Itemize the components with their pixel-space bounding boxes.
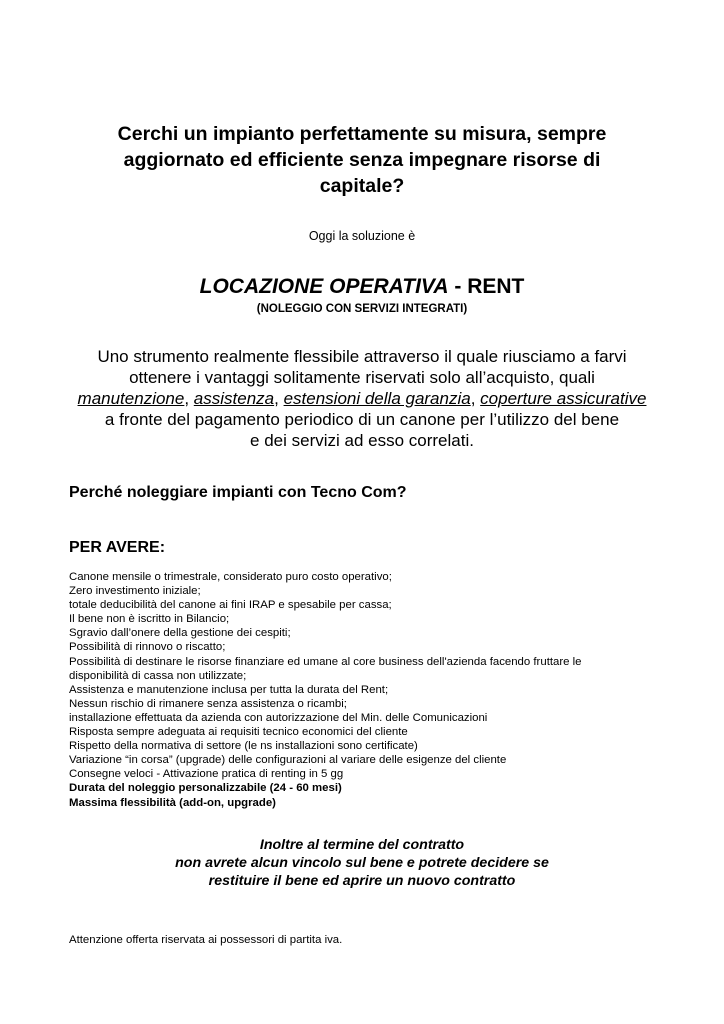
link-manutenzione[interactable]: manutenzione: [77, 389, 185, 408]
description: [60, 346, 664, 451]
benefit-item: totale deducibilità del canone ai fini IRAP e spesabile per cassa;: [69, 599, 392, 612]
benefit-item: Possibilità di destinare le risorse finanziare ed umane al core business dell'azienda facendo fruttare le: [69, 655, 582, 668]
link-assistenza[interactable]: assistenza: [193, 389, 275, 408]
benefit-item: Zero investimento iniziale;: [69, 585, 201, 598]
headline: [70, 121, 654, 199]
headline-line-2: aggiornato ed efficiente senza impegnare risorse di: [123, 149, 601, 171]
benefit-item-bold: Massima flessibilità (add-on, upgrade): [69, 796, 276, 809]
benefit-item: Risposta sempre adeguata ai requisiti tecnico economici del cliente: [69, 726, 408, 739]
separator: ,: [470, 389, 481, 408]
per-avere-heading: PER AVERE:: [69, 539, 166, 556]
headline-line-1: Cerchi un impianto perfettamente su misura, sempre: [117, 123, 607, 145]
benefit-item: installazione effettuata da azienda con autorizzazione del Min. delle Comunicazioni: [69, 711, 488, 724]
benefit-item: Nessun rischio di rimanere senza assistenza o ricambi;: [69, 697, 347, 710]
benefit-item: disponibilità di cassa non utilizzate;: [69, 669, 247, 682]
closing-line-1: Inoltre al termine del contratto: [259, 837, 465, 853]
separator: ,: [274, 389, 284, 408]
headline-line-3: capitale?: [319, 175, 405, 197]
benefit-item: Assistenza e manutenzione inclusa per tutta la durata del Rent;: [69, 683, 389, 696]
benefit-item: Sgravio dall’onere della gestione dei cespiti;: [69, 627, 291, 640]
description-line-4: a fronte del pagamento periodico di un canone per l’utilizzo del bene: [104, 410, 620, 429]
description-line-5: e dei servizi ad esso correlati.: [250, 431, 474, 450]
description-line-1: Uno strumento realmente flessibile attraverso il quale riusciamo a farvi: [97, 347, 627, 366]
closing-statement: [70, 836, 654, 890]
benefit-item: Variazione “in corsa” (upgrade) delle configurazioni al variare delle esigenze del cliente: [69, 754, 507, 767]
description-line-2: ottenere i vantaggi solitamente riservati solo all’acquisto, quali: [129, 368, 595, 387]
benefit-item: Il bene non è iscritto in Bilancio;: [69, 613, 230, 626]
closing-line-2: non avrete alcun vincolo sul bene e potrete decidere se: [175, 855, 549, 871]
main-title-separator: -: [448, 275, 468, 298]
benefit-item: Possibilità di rinnovo o riscatto;: [69, 641, 226, 654]
main-title-italic: LOCAZIONE OPERATIVA: [199, 275, 449, 298]
benefit-item-bold: Durata del noleggio personalizzabile (24 - 60 mesi): [69, 782, 342, 795]
link-coperture-assicurative[interactable]: coperture assicurative: [480, 389, 647, 408]
main-title-regular: RENT: [467, 275, 525, 298]
benefit-item: Canone mensile o trimestrale, considerato puro costo operativo;: [69, 571, 392, 583]
main-subtitle: (NOLEGGIO CON SERVIZI INTEGRATI): [256, 303, 468, 315]
intro-text: Oggi la soluzione è: [308, 229, 416, 243]
link-estensioni-garanzia[interactable]: estensioni della garanzia: [283, 389, 471, 408]
footnote: Attenzione offerta riservata ai possessori di partita iva.: [69, 934, 343, 946]
section-question: Perché noleggiare impianti con Tecno Com?: [69, 484, 407, 501]
main-title: [70, 273, 654, 301]
benefits-list: [69, 570, 659, 810]
separator: ,: [184, 389, 194, 408]
benefit-item: Rispetto della normativa di settore (le ns installazioni sono certificate): [69, 740, 418, 753]
closing-line-3: restituire il bene ed aprire un nuovo contratto: [208, 873, 516, 889]
benefit-item: Consegne veloci - Attivazione pratica di renting in 5 gg: [69, 768, 344, 781]
